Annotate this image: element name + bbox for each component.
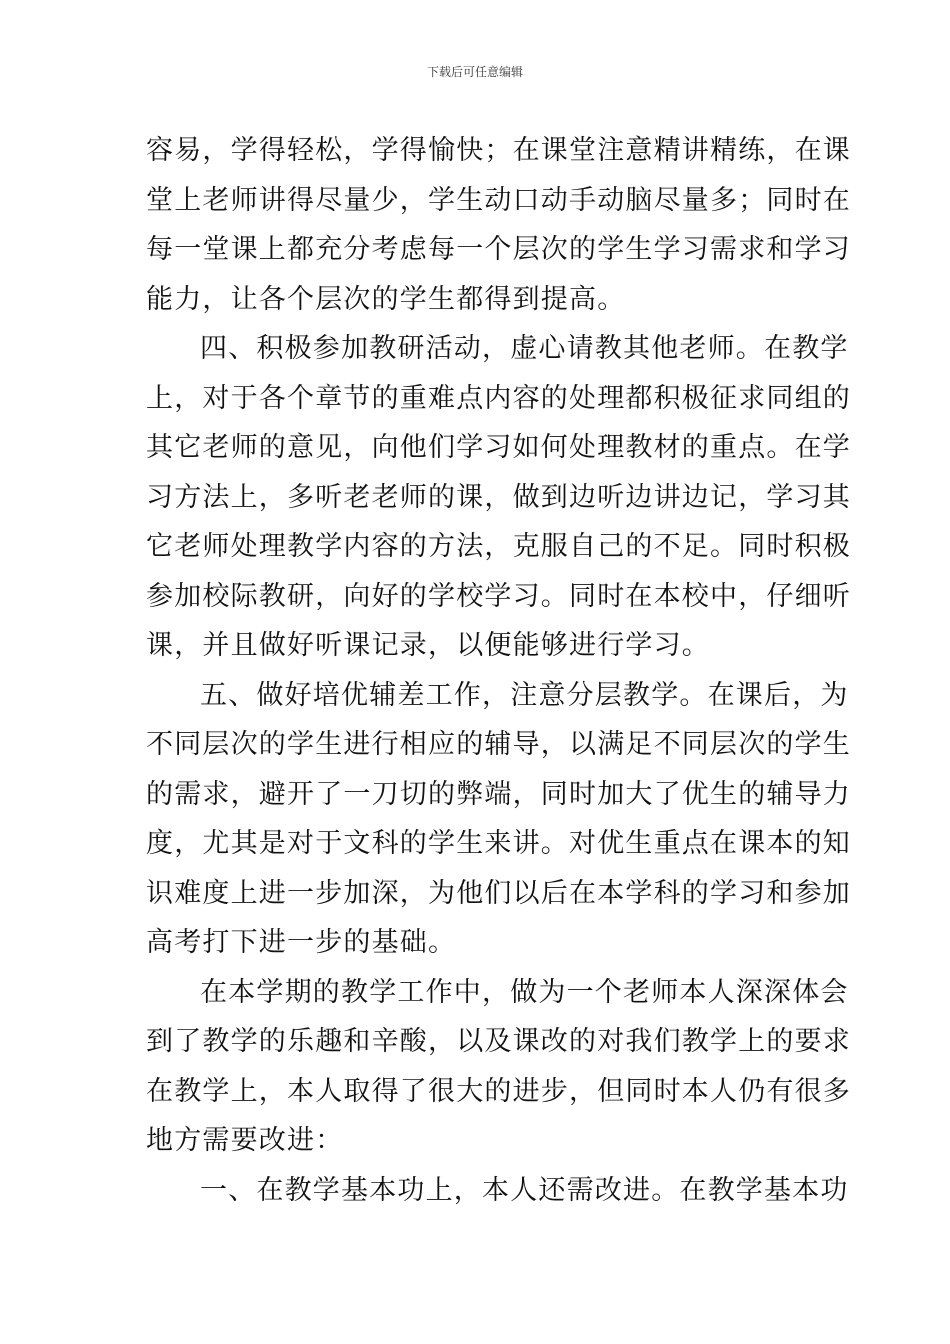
document-body: [146, 126, 851, 1215]
text-line: 在教学上，本人取得了很大的进步，但同时本人仍有很多: [146, 1075, 851, 1107]
text-line: 它老师处理教学内容的方法，克服自己的不足。同时积极: [146, 531, 851, 562]
text-line: 上，对于各个章节的重难点内容的处理都积极征求同组的: [146, 382, 851, 414]
page-header: 下载后可任意编辑: [426, 65, 523, 79]
text-line: 到了教学的乐趣和辛酸，以及课改的对我们教学上的要求: [146, 1026, 851, 1057]
text-line: 不同层次的学生进行相应的辅导，以满足不同层次的学生: [146, 729, 851, 760]
text-line: 识难度上进一步加深，为他们以后在本学科的学习和参加: [146, 877, 851, 909]
text-line: 每一堂课上都充分考虑每一个层次的学生学习需求和学习: [146, 234, 851, 265]
text-line: 参加校际教研，向好的学校学习。同时在本校中，仔细听: [146, 580, 851, 612]
paragraph-start-line: 一、在教学基本功上，本人还需改进。在教学基本功: [200, 1174, 849, 1206]
text-line: 度，尤其是对于文科的学生来讲。对优生重点在课本的知: [146, 828, 851, 859]
text-line: 容易，学得轻松，学得愉快；在课堂注意精讲精练，在课: [146, 135, 851, 166]
text-line: 堂上老师讲得尽量少，学生动口动手动脑尽量多；同时在: [146, 184, 851, 216]
text-line: 其它老师的意见，向他们学习如何处理教材的重点。在学: [146, 432, 851, 463]
paragraph-start-line: 在本学期的教学工作中，做为一个老师本人深深体会: [200, 976, 849, 1008]
text-line: 课，并且做好听课记录，以便能够进行学习。: [146, 630, 710, 661]
text-line: 的需求，避开了一刀切的弊端，同时加大了优生的辅导力: [146, 778, 851, 810]
paragraph-start-line: 四、积极参加教研活动，虚心请教其他老师。在教学: [200, 333, 849, 364]
text-line: 高考打下进一步的基础。: [146, 927, 457, 958]
paragraph-start-line: 五、做好培优辅差工作，注意分层教学。在课后，为: [200, 679, 849, 711]
text-line: 地方需要改进：: [146, 1125, 344, 1156]
text-line: 能力，让各个层次的学生都得到提高。: [146, 283, 626, 315]
text-line: 习方法上，多听老老师的课，做到边听边讲边记，学习其: [146, 481, 851, 513]
